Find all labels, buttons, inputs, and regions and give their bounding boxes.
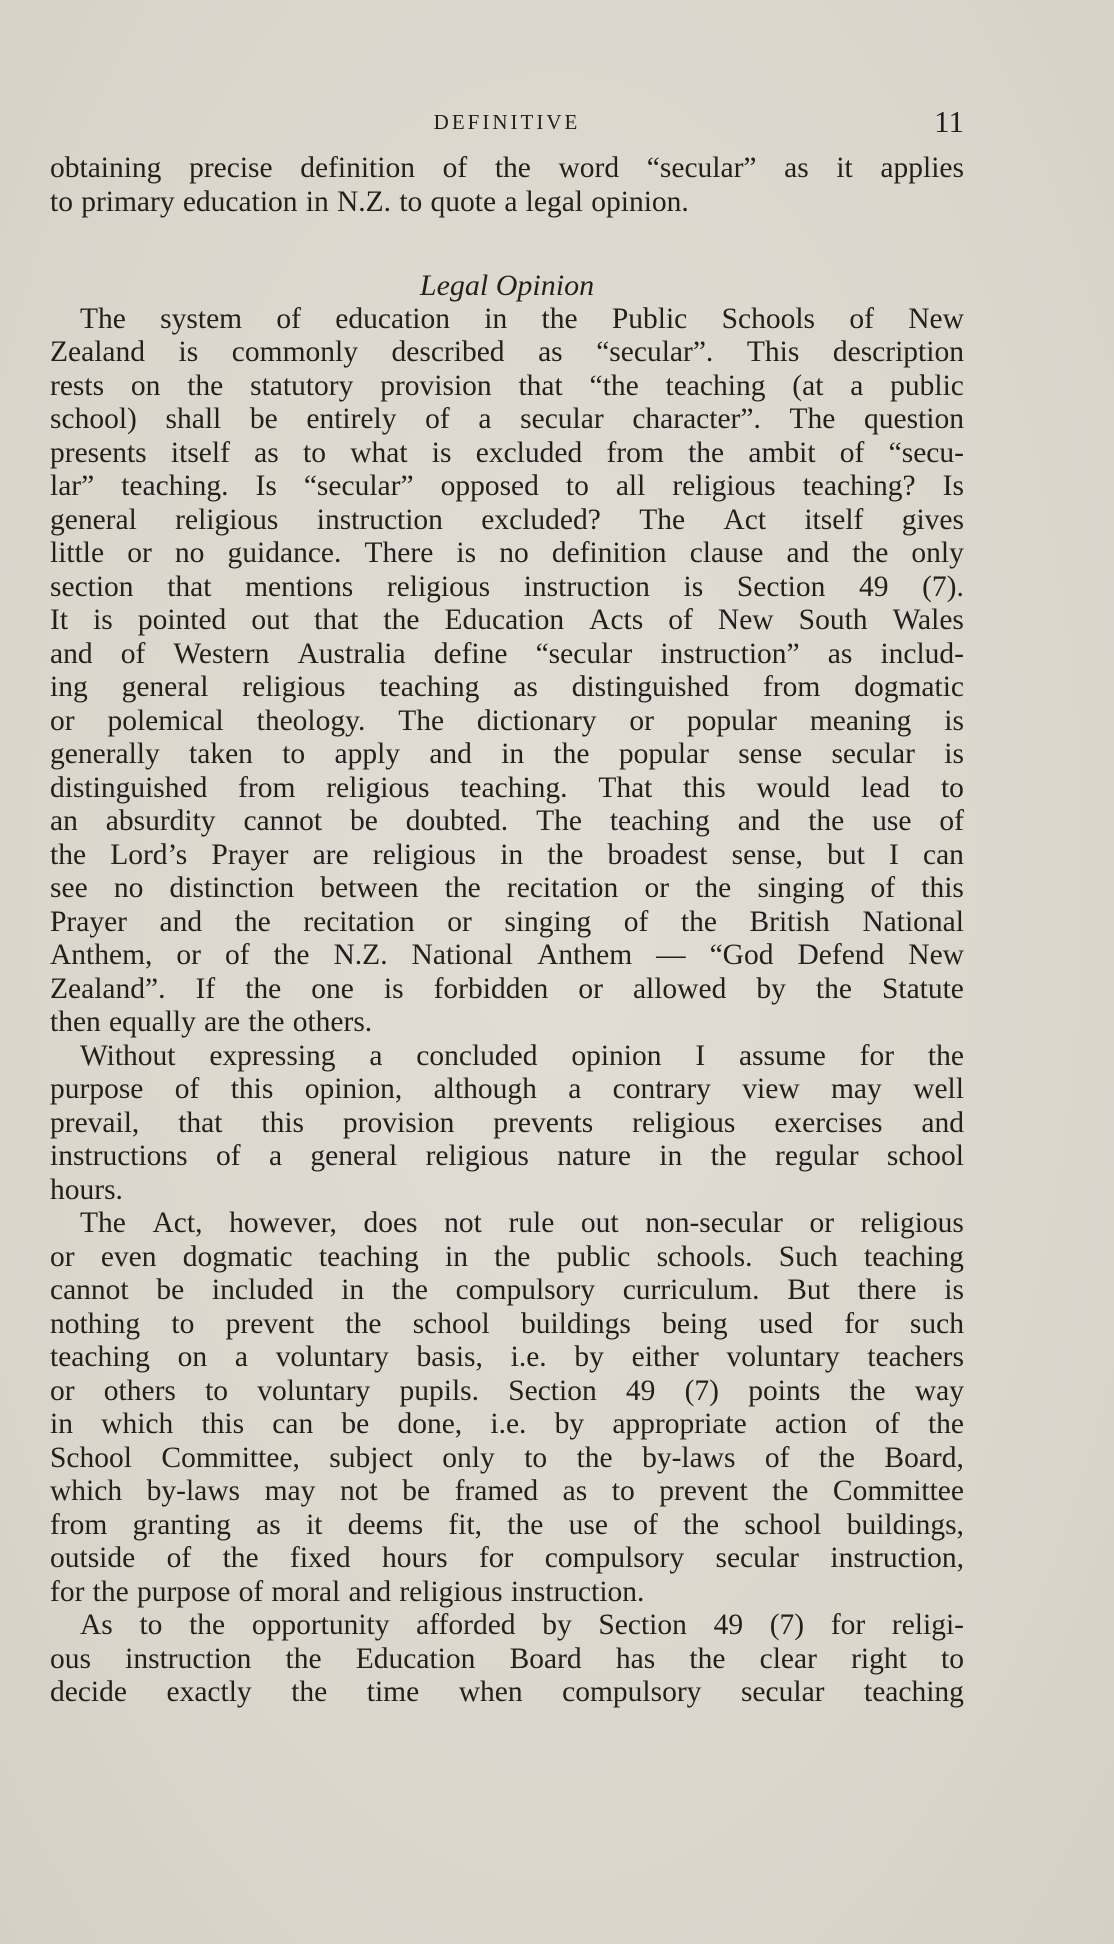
text-line: The system of education in the Public Schools of New bbox=[80, 302, 964, 335]
text-line: see no distinction between the recitation or the singing of this bbox=[50, 872, 964, 904]
text-line: cannot be included in the compulsory curriculum. But there is bbox=[50, 1274, 964, 1306]
text-line: ing general religious teaching as distinguished from dogmatic bbox=[50, 671, 964, 703]
text-line: hours. bbox=[50, 1173, 123, 1206]
text-line: and of Western Australia define “secular instruction” as includ- bbox=[50, 637, 964, 670]
paragraph bbox=[50, 1609, 964, 1710]
text-line: or polemical theology. The dictionary or popular meaning is bbox=[50, 704, 964, 737]
paragraph bbox=[50, 1207, 964, 1609]
text-line: rests on the statutory provision that “the teaching (at a public bbox=[50, 369, 964, 402]
intro-paragraph bbox=[50, 152, 964, 219]
text-line: School Committee, subject only to the by-laws of the Board, bbox=[50, 1441, 964, 1474]
text-line: or even dogmatic teaching in the public schools. Such teaching bbox=[50, 1240, 964, 1273]
text-line: presents itself as to what is excluded from the ambit of “secu- bbox=[50, 436, 964, 469]
body-text bbox=[50, 152, 964, 1710]
text-line: section that mentions religious instruction is Section 49 (7). bbox=[50, 570, 964, 603]
text-line: in which this can be done, i.e. by appropriate action of the bbox=[50, 1408, 964, 1440]
paragraphs bbox=[50, 303, 964, 1710]
text-line: then equally are the others. bbox=[50, 1006, 373, 1038]
text-line: The Act, however, does not rule out non-secular or religious bbox=[80, 1207, 964, 1239]
text-line: As to the opportunity afforded by Section 49 (7) for religi- bbox=[80, 1609, 964, 1641]
text-line: or others to voluntary pupils. Section 49 (7) points the way bbox=[50, 1374, 964, 1407]
text-line: lar” teaching. Is “secular” opposed to all religious teaching? Is bbox=[50, 470, 964, 502]
text-line: the Lord’s Prayer are religious in the broadest sense, but I can bbox=[50, 838, 964, 871]
text-line: Zealand is commonly described as “secular”. This description bbox=[50, 336, 964, 368]
text-line: generally taken to apply and in the popular sense secular is bbox=[50, 738, 964, 770]
text-line: to primary education in N.Z. to quote a legal opinion. bbox=[50, 185, 689, 218]
page-number: 11 bbox=[934, 104, 964, 139]
paragraph bbox=[50, 303, 964, 1040]
text-line: prevail, that this provision prevents religious exercises and bbox=[50, 1106, 964, 1139]
text-line: Zealand”. If the one is forbidden or allowed by the Statute bbox=[50, 972, 964, 1005]
text-line: nothing to prevent the school buildings being used for such bbox=[50, 1307, 964, 1340]
text-line: little or no guidance. There is no definition clause and the only bbox=[50, 537, 964, 569]
text-line: Anthem, or of the N.Z. National Anthem — “God Defend New bbox=[50, 939, 964, 971]
text-line: school) shall be entirely of a secular character”. The question bbox=[50, 403, 964, 435]
text-line: obtaining precise definition of the word “secular” as it applies bbox=[50, 152, 964, 184]
text-line: outside of the fixed hours for compulsory secular instruction, bbox=[50, 1542, 964, 1574]
page-header bbox=[50, 104, 964, 144]
text-line: distinguished from religious teaching. That this would lead to bbox=[50, 771, 964, 804]
text-line: ous instruction the Education Board has the clear right to bbox=[50, 1642, 964, 1675]
running-head: DEFINITIVE bbox=[433, 110, 581, 134]
text-line: general religious instruction excluded? The Act itself gives bbox=[50, 503, 964, 536]
text-line: teaching on a voluntary basis, i.e. by either voluntary teachers bbox=[50, 1341, 964, 1373]
text-line: decide exactly the time when compulsory secular teaching bbox=[50, 1676, 964, 1708]
text-line: which by-laws may not be framed as to prevent the Committee bbox=[50, 1475, 964, 1507]
text-line: Without expressing a concluded opinion I assume for the bbox=[80, 1039, 964, 1072]
text-line: It is pointed out that the Education Acts of New South Wales bbox=[50, 604, 964, 636]
text-line: Prayer and the recitation or singing of the British National bbox=[50, 905, 964, 938]
text-line: for the purpose of moral and religious instruction. bbox=[50, 1575, 645, 1608]
text-line: an absurdity cannot be doubted. The teaching and the use of bbox=[50, 805, 964, 837]
text-line: purpose of this opinion, although a contrary view may well bbox=[50, 1073, 964, 1105]
text-line: instructions of a general religious nature in the regular school bbox=[50, 1140, 964, 1172]
paragraph bbox=[50, 1040, 964, 1208]
text-line: from granting as it deems fit, the use of the school buildings, bbox=[50, 1508, 964, 1541]
section-heading: Legal Opinion bbox=[419, 269, 595, 302]
